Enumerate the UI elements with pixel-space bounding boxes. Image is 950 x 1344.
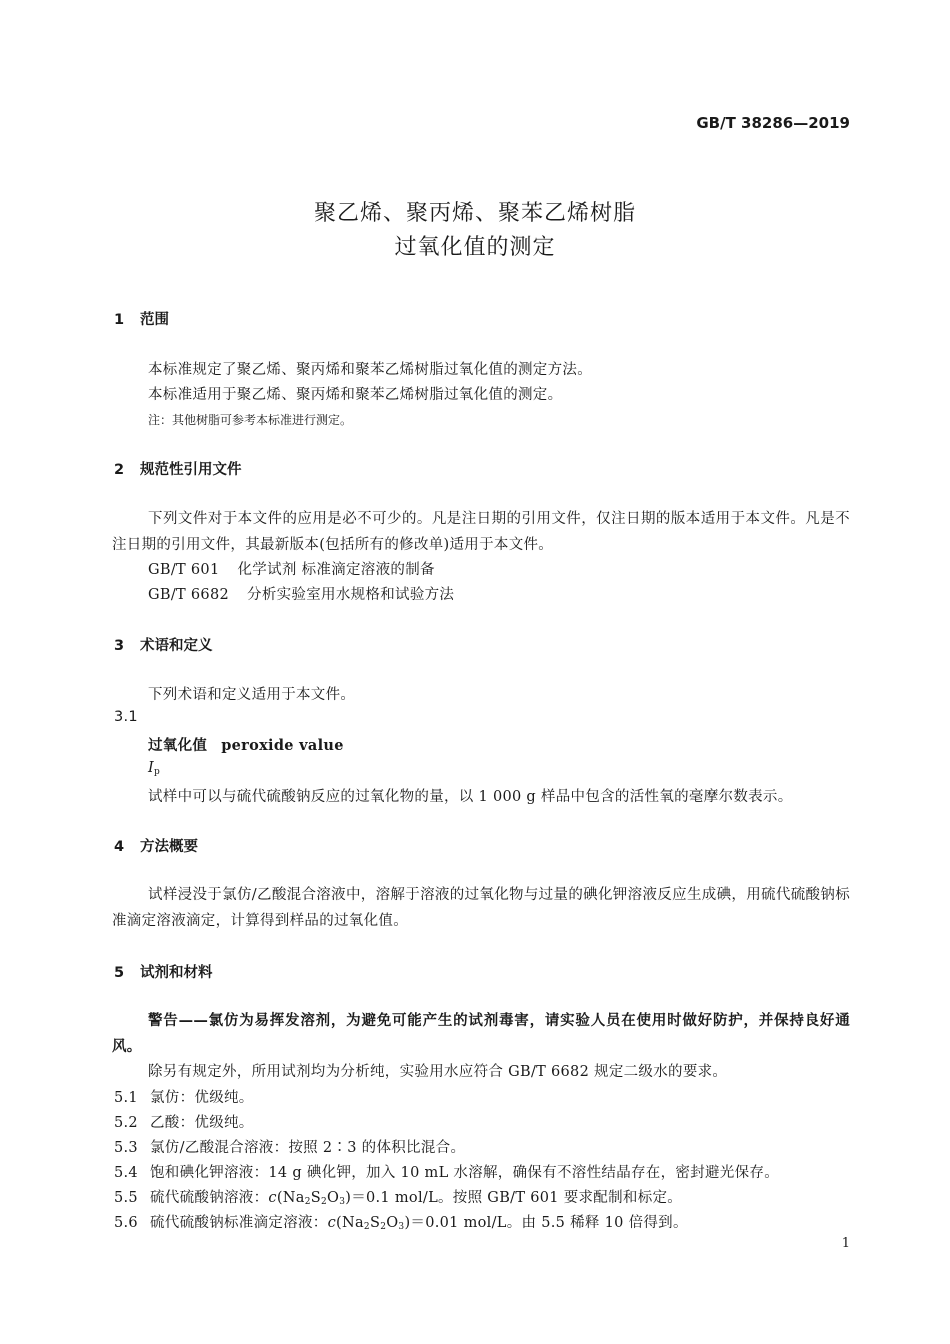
term-symbol: $I_p$ [148, 760, 161, 777]
list-item: 5.4 饱和碘化钾溶液：14 g 碘化钾，加入 10 mL 水溶解，确保有不溶性结晶存在，密封避光保存。 [114, 1165, 780, 1181]
paragraph: 除另有规定外，所用试剂均为分析纯，实验用水应符合 GB/T 6682 规定二级水的要求。 [148, 1064, 728, 1080]
standard-code: GB/T 38286—2019 [696, 114, 850, 132]
section-1-heading [114, 308, 169, 329]
paragraph: 试样浸没于氯仿/乙酸混合溶液中，溶解于溶液的过氧化物与过量的碘化钾溶液反应生成碘，用硫代硫酸钠标准滴定溶液滴定，计算得到样品的过氧化值。 [112, 887, 850, 929]
title-line-1: 聚乙烯、聚丙烯、聚苯乙烯树脂 [313, 201, 636, 226]
subclause-number: 3.1 [114, 709, 138, 725]
section-title: 术语和定义 [140, 638, 213, 654]
reference-title: 化学试剂 标准滴定溶液的制备 [237, 562, 435, 578]
paragraph: 本标准规定了聚乙烯、聚丙烯和聚苯乙烯树脂过氧化值的测定方法。 [148, 362, 592, 378]
term-chinese: 过氧化值 [148, 738, 208, 754]
note: 注：其他树脂可参考本标准进行测定。 [148, 413, 353, 427]
list-item: 5.5 硫代硫酸钠溶液：$c(Na_2S_2O_3)=0.1$ mol/L。按照 GB/T 601 要求配制和标定。 [114, 1190, 683, 1207]
title-line-2: 过氧化值的测定 [394, 235, 556, 260]
warning: 警告——氯仿为易挥发溶剂，为避免可能产生的试剂毒害，请实验人员在使用时做好防护，并保持良好通风。 [112, 1013, 850, 1055]
section-number: 5 [114, 965, 125, 981]
section-title: 规范性引用文件 [140, 462, 242, 478]
section-4-heading [114, 835, 198, 856]
section-2-heading [114, 458, 242, 479]
section-title: 范围 [140, 312, 169, 328]
formula: $c(Na_2S_2O_3)$ [268, 1190, 352, 1207]
paragraph: 下列文件对于本文件的应用是必不可少的。凡是注日期的引用文件，仅注日期的版本适用于本文件。凡是不注日期的引用文件，其最新版本(包括所有的修改单)适用于本文件。 [112, 511, 850, 553]
list-item: 5.2 乙酸：优级纯。 [114, 1115, 254, 1131]
reference-code: GB/T 601 [148, 562, 220, 578]
section-number: 2 [114, 462, 125, 478]
section-5-heading [114, 961, 213, 982]
section-number: 1 [114, 312, 125, 328]
section-3-heading [114, 634, 213, 655]
list-item: 5.1 氯仿：优级纯。 [114, 1090, 254, 1106]
list-item: 5.6 硫代硫酸钠标准滴定溶液：$c(Na_2S_2O_3)=0.01$ mol/L。由 5.5 稀释 10 倍得到。 [114, 1215, 688, 1232]
list-item: 5.3 氯仿/乙酸混合溶液：按照 2∶3 的体积比混合。 [114, 1140, 466, 1156]
term-definition: 试样中可以与硫代硫酸钠反应的过氧化物的量，以 1 000 g 样品中包含的活性氧的毫摩尔数表示。 [148, 789, 793, 805]
normative-reference [148, 558, 435, 579]
section-title: 试剂和材料 [140, 965, 213, 981]
normative-reference [148, 583, 454, 604]
term-english: peroxide value [221, 737, 344, 754]
page-number: 1 [841, 1236, 850, 1251]
term-entry [148, 734, 344, 755]
section-number: 4 [114, 839, 125, 855]
paragraph: 本标准适用于聚乙烯、聚丙烯和聚苯乙烯树脂过氧化值的测定。 [148, 387, 563, 403]
paragraph: 下列术语和定义适用于本文件。 [148, 687, 356, 703]
reference-title: 分析实验室用水规格和试验方法 [247, 587, 455, 603]
formula: $c(Na_2S_2O_3)$ [327, 1215, 411, 1232]
section-title: 方法概要 [140, 839, 198, 855]
reference-code: GB/T 6682 [148, 587, 230, 603]
section-number: 3 [114, 638, 125, 654]
